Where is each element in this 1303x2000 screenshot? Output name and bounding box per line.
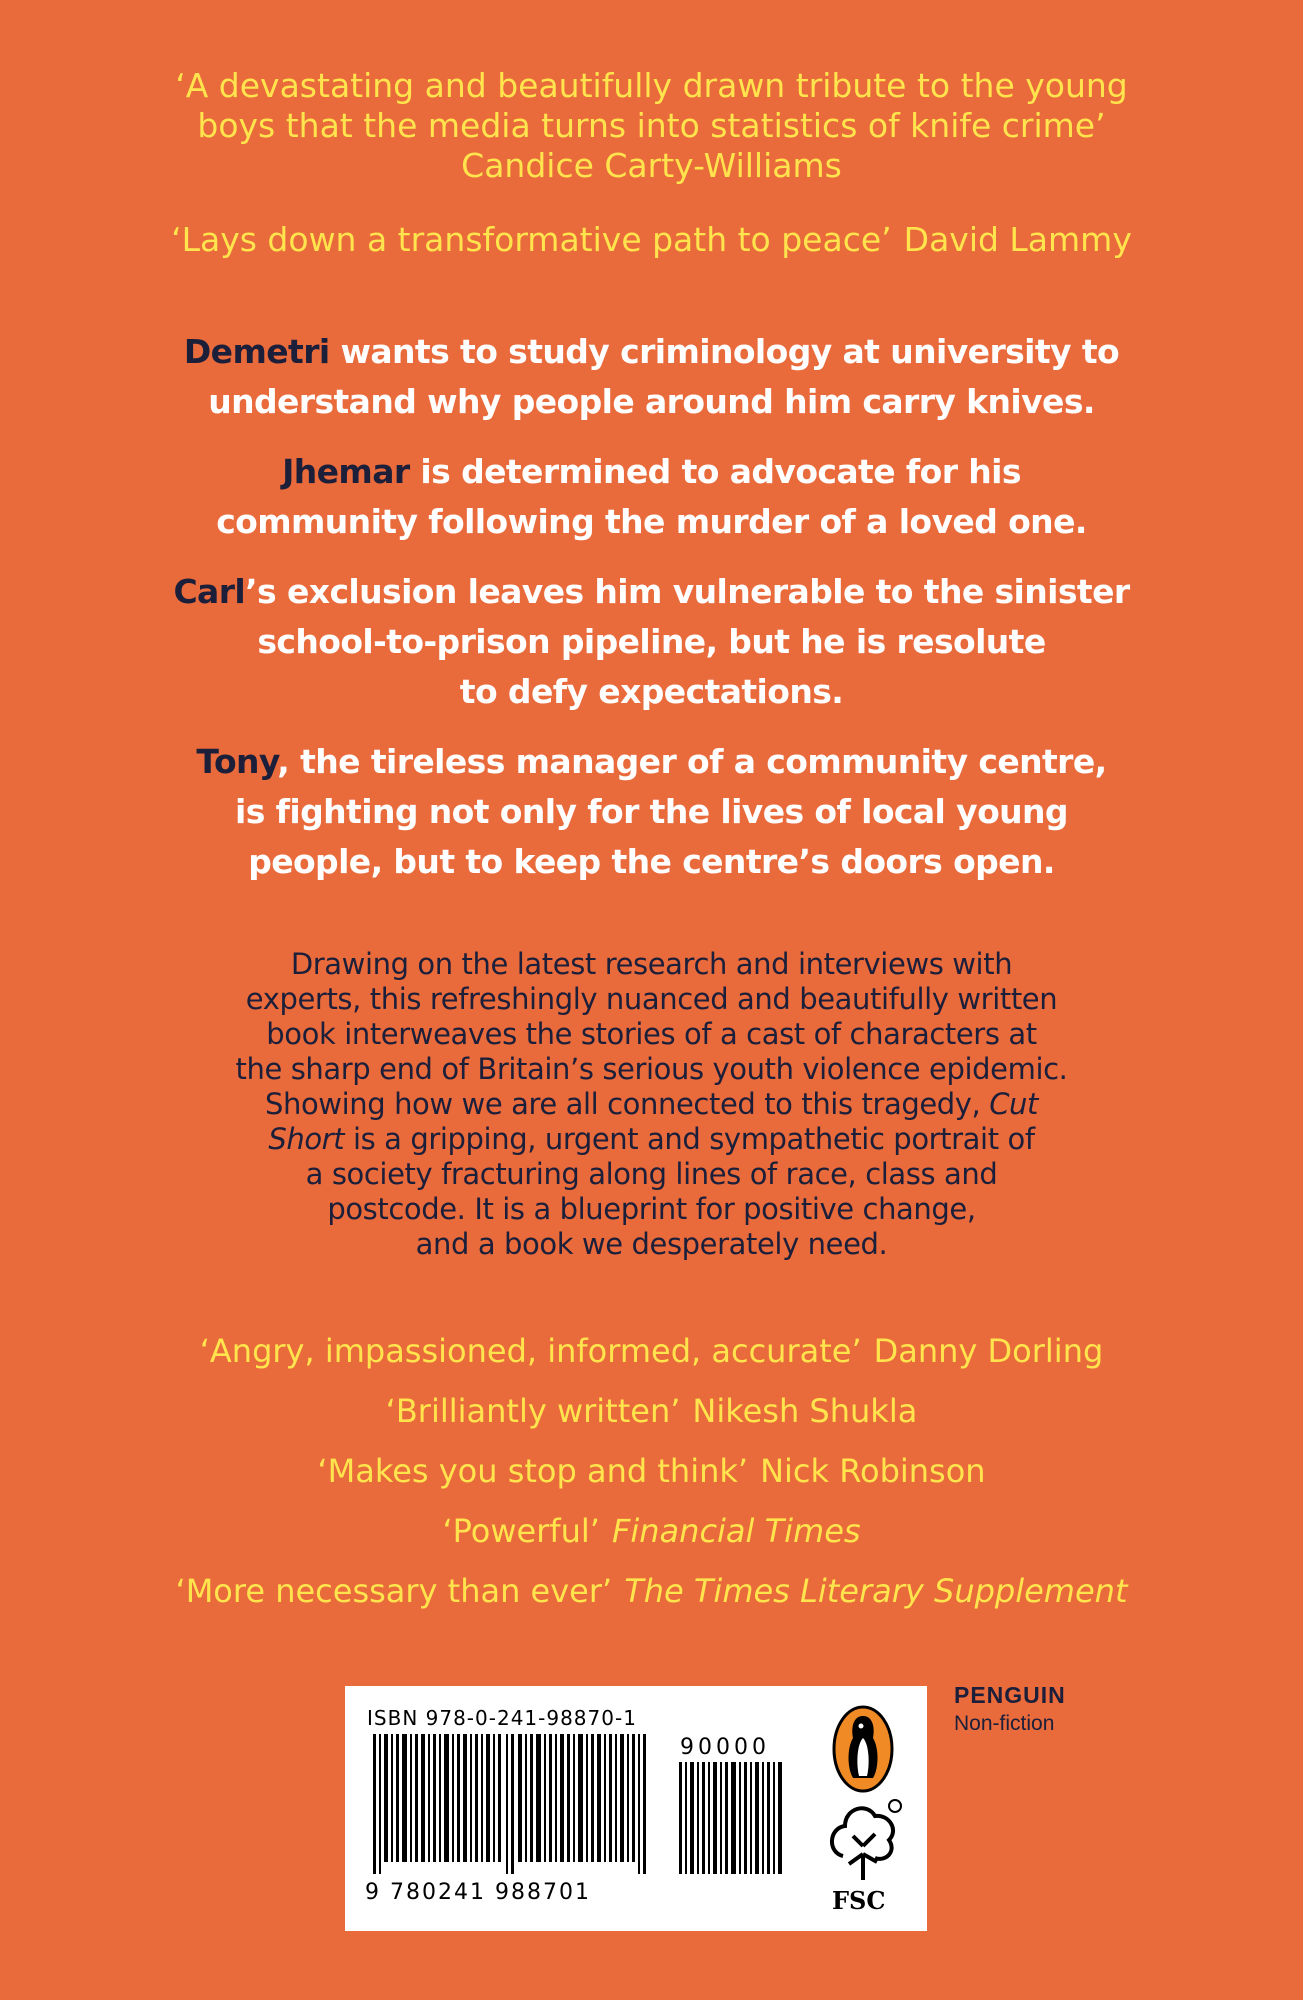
character-line: community following the murder of a loved one. — [216, 502, 1087, 541]
praise-source: Nick Robinson — [760, 1452, 986, 1490]
character-jhemar — [0, 447, 1303, 547]
quote-source: David Lammy — [903, 220, 1132, 259]
character-line: wants to study criminology at university to — [329, 332, 1120, 371]
price-code: 90000 — [680, 1735, 770, 1760]
addon-barcode — [677, 1762, 797, 1874]
character-name: Jhemar — [282, 452, 410, 491]
character-line: is fighting not only for the lives of local young — [235, 792, 1068, 831]
praise-item — [0, 1391, 1303, 1451]
quote-line: boys that the media turns into statistics of knife crime’ — [197, 106, 1106, 145]
praise-quote: ‘Angry, impassioned, informed, accurate’ — [199, 1332, 862, 1370]
praise-source: The Times Literary Supplement — [624, 1572, 1128, 1610]
publisher-name: PENGUIN — [954, 1682, 1066, 1708]
praise-list — [0, 1331, 1303, 1631]
blurb-line — [0, 1087, 1303, 1122]
character-demetri — [0, 327, 1303, 427]
character-line: understand why people around him carry knives. — [208, 382, 1095, 421]
blurb-line — [0, 1122, 1303, 1157]
barcode-panel — [345, 1686, 927, 1931]
praise-source: Danny Dorling — [873, 1332, 1104, 1370]
ean-barcode — [367, 1734, 667, 1874]
blurb-line: the sharp end of Britain’s serious youth violence epidemic. — [235, 1052, 1068, 1086]
praise-quote: ‘Powerful’ — [442, 1512, 600, 1550]
publisher-imprint — [954, 1680, 1066, 1738]
character-name: Tony — [196, 742, 278, 781]
character-line: people, but to keep the centre’s doors open. — [248, 842, 1055, 881]
character-line: ’s exclusion leaves him vulnerable to the sinister — [245, 572, 1130, 611]
praise-quote: ‘Brilliantly written’ — [385, 1392, 681, 1430]
character-name: Carl — [173, 572, 246, 611]
blurb-text: Showing how we are all connected to this tragedy, — [264, 1087, 990, 1121]
blurb-line: book interweaves the stories of a cast of characters at — [266, 1017, 1037, 1051]
character-line: to defy expectations. — [459, 672, 844, 711]
praise-quote: ‘Makes you stop and think’ — [317, 1452, 749, 1490]
quote-text: ‘Lays down a transformative path to peace’ — [171, 220, 892, 259]
praise-source: Nikesh Shukla — [692, 1392, 918, 1430]
praise-item — [0, 1331, 1303, 1391]
book-title: Short — [268, 1122, 345, 1156]
character-carl — [0, 567, 1303, 717]
praise-item — [0, 1571, 1303, 1631]
top-quote-2 — [0, 220, 1303, 260]
character-name: Demetri — [183, 332, 330, 371]
character-line: school-to-prison pipeline, but he is resolute — [257, 622, 1046, 661]
blurb-line: Drawing on the latest research and interviews with — [290, 947, 1013, 981]
blurb-line: experts, this refreshingly nuanced and beautifully written — [245, 982, 1058, 1016]
blurb-text: is a gripping, urgent and sympathetic portrait of — [344, 1122, 1035, 1156]
isbn-label: ISBN 978-0-241-98870-1 — [367, 1706, 637, 1730]
fsc-tree-icon — [823, 1796, 903, 1886]
fsc-label: FSC — [832, 1886, 886, 1915]
praise-item — [0, 1511, 1303, 1571]
character-descriptions — [0, 327, 1303, 907]
blurb-line: and a book we desperately need. — [415, 1227, 888, 1261]
penguin-logo-icon — [831, 1704, 895, 1794]
praise-quote: ‘More necessary than ever’ — [175, 1572, 613, 1610]
ean-digits: 9 780241 988701 — [365, 1880, 591, 1905]
blurb-line: a society fracturing along lines of race, class and — [305, 1157, 998, 1191]
book-title: Cut — [989, 1087, 1039, 1121]
quote-source: Candice Carty-Williams — [461, 146, 842, 185]
publisher-genre: Non-fiction — [954, 1712, 1055, 1735]
character-tony — [0, 737, 1303, 887]
praise-item — [0, 1451, 1303, 1511]
praise-source: Financial Times — [611, 1512, 861, 1550]
character-line: , the tireless manager of a community centre, — [277, 742, 1107, 781]
blurb-line: postcode. It is a blueprint for positive change, — [327, 1192, 976, 1226]
top-quote-1 — [0, 66, 1303, 186]
book-blurb — [0, 947, 1303, 1262]
character-line: is determined to advocate for his — [409, 452, 1021, 491]
quote-line: ‘A devastating and beautifully drawn tribute to the young — [175, 66, 1128, 105]
